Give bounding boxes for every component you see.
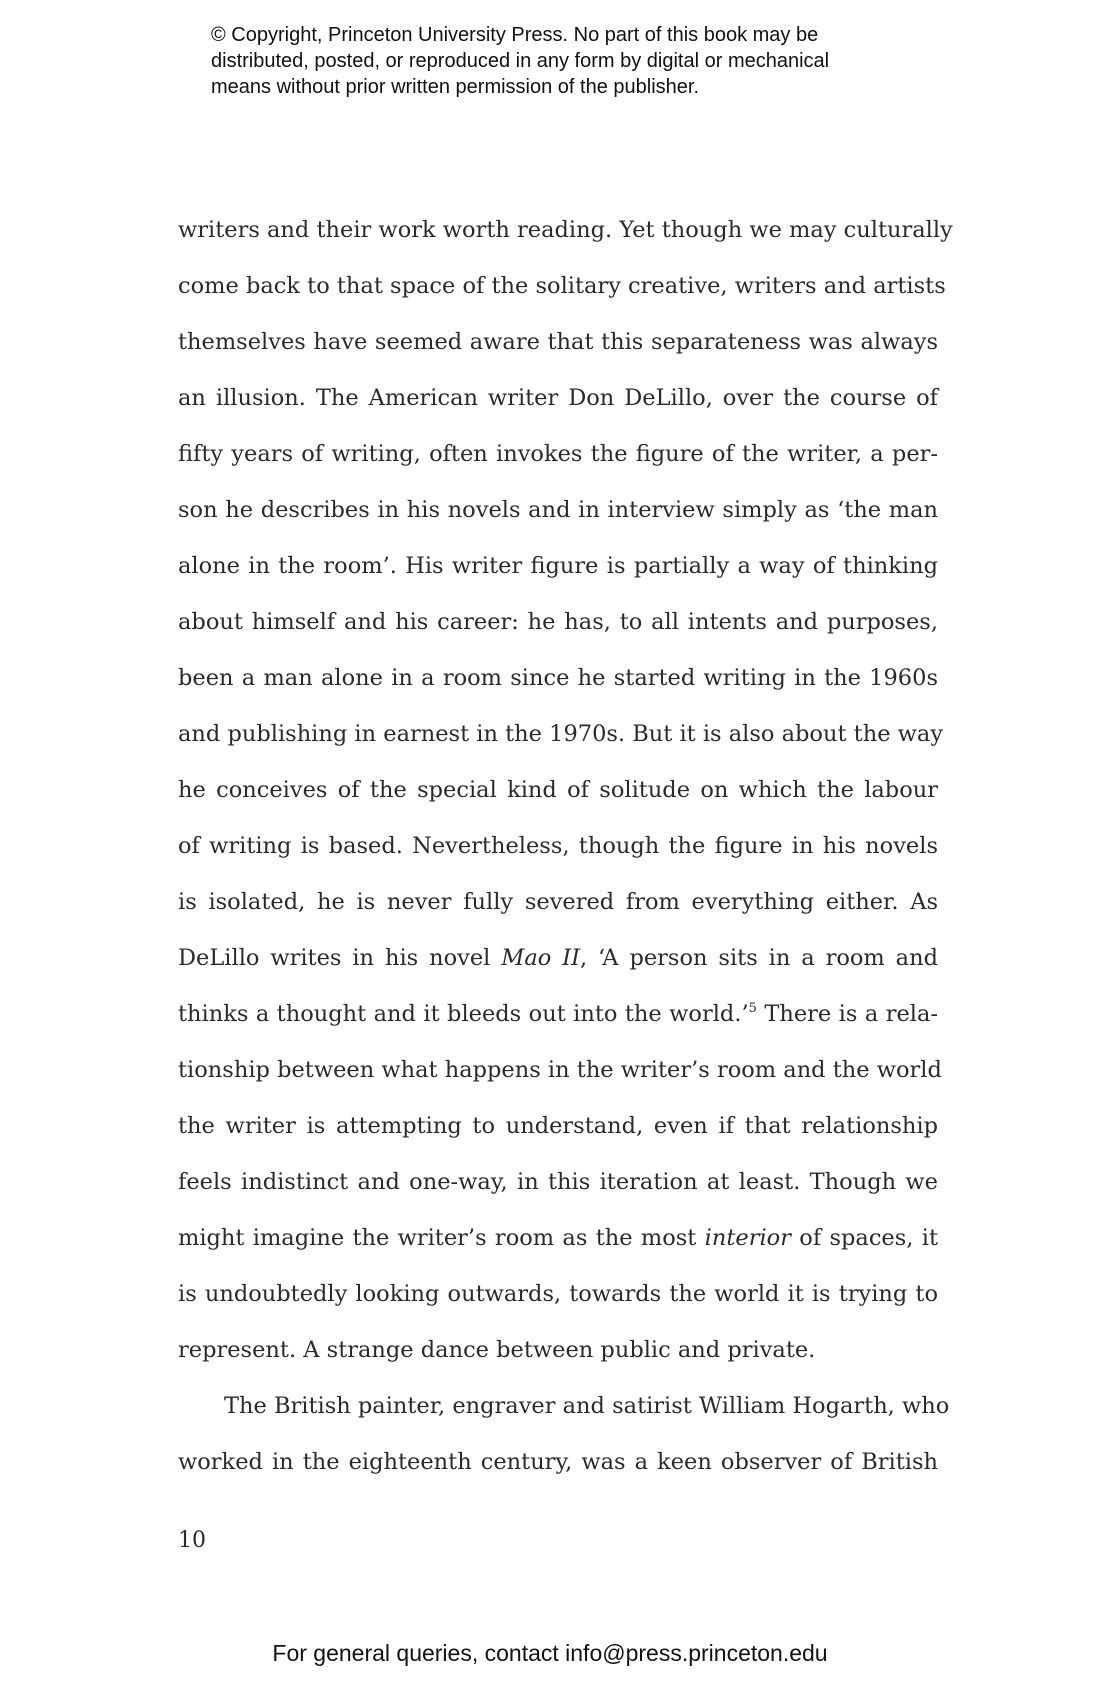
text-line: alone in the room’. His writer figure is partially a way of thinking — [178, 553, 938, 579]
copyright-line: means without prior written permission of the publisher. — [211, 76, 700, 98]
text-line: feels indistinct and one-way, in this iteration at least. Though we — [178, 1169, 938, 1195]
text-line: fifty years of writing, often invokes the figure of the writer, a per- — [178, 441, 938, 467]
text-line: represent. A strange dance between public and private. — [178, 1337, 816, 1363]
text-line: tionship between what happens in the writer’s room and the world — [178, 1057, 942, 1083]
emphasis: interior — [704, 1225, 791, 1251]
text-line-with-emphasis — [178, 1218, 938, 1274]
text-line-with-footnote — [178, 994, 938, 1050]
text-segment: thinks a thought and it bleeds out into the world.’ — [178, 1001, 749, 1027]
text-line: and publishing in earnest in the 1970s. But it is also about the way — [178, 721, 944, 747]
text-line: the writer is attempting to understand, even if that relationship — [178, 1113, 938, 1139]
body-text — [178, 210, 953, 1498]
text-line: son he describes in his novels and in interview simply as ‘the man — [178, 497, 938, 523]
footer-contact: For general queries, contact info@press.princeton.edu — [272, 1640, 828, 1666]
text-line: been a man alone in a room since he started writing in the 1960s — [178, 665, 938, 691]
text-line: he conceives of the special kind of solitude on which the labour — [178, 777, 938, 803]
page-number: 10 — [178, 1528, 206, 1553]
text-line: is isolated, he is never fully severed from everything either. As — [178, 889, 938, 915]
book-title: Mao II — [501, 945, 580, 971]
footnote-marker: 5 — [748, 1001, 757, 1016]
text-line: about himself and his career: he has, to all intents and purposes, — [178, 609, 938, 635]
text-line: is undoubtedly looking outwards, towards the world it is trying to — [178, 1281, 938, 1307]
text-segment: might imagine the writer’s room as the most — [178, 1225, 705, 1251]
paragraph-start-line: The British painter, engraver and satirist William Hogarth, who — [224, 1393, 950, 1419]
text-line: an illusion. The American writer Don DeLillo, over the course of — [178, 385, 938, 411]
text-line: of writing is based. Nevertheless, though the figure in his novels — [178, 833, 938, 859]
text-segment: , ‘A person sits in a room and — [579, 945, 938, 971]
text-line: writers and their work worth reading. Yet though we may culturally — [178, 217, 953, 243]
text-line: worked in the eighteenth century, was a keen observer of British — [178, 1449, 938, 1475]
text-segment: DeLillo writes in his novel — [178, 945, 502, 971]
copyright-notice — [211, 22, 931, 100]
text-segment: of spaces, it — [790, 1225, 938, 1251]
text-segment: There is a rela- — [756, 1001, 938, 1027]
copyright-line: © Copyright, Princeton University Press. No part of this book may be — [211, 24, 819, 46]
text-line-with-title — [178, 938, 938, 994]
copyright-line: distributed, posted, or reproduced in any form by digital or mechanical — [211, 50, 830, 72]
text-line: come back to that space of the solitary creative, writers and artists — [178, 273, 946, 299]
text-line: themselves have seemed aware that this separateness was always — [178, 329, 938, 355]
